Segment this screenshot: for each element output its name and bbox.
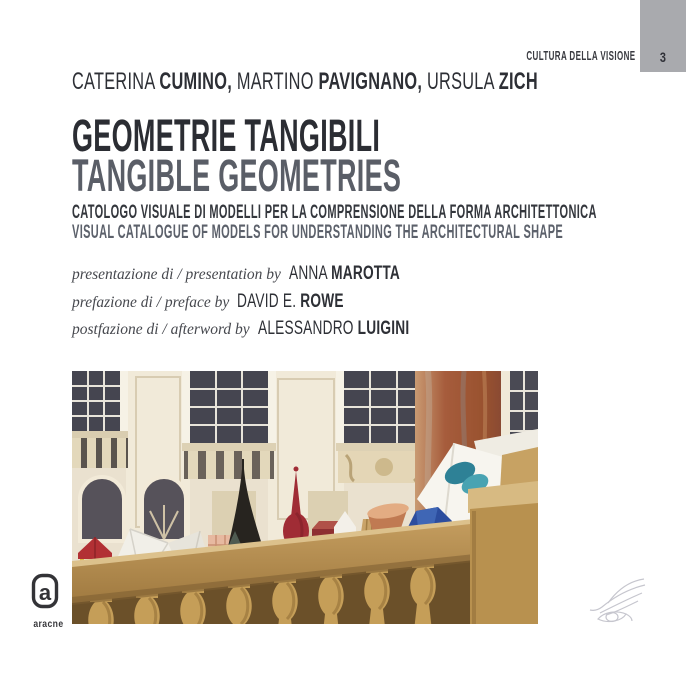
series-number: 3 [659,49,667,65]
author-first-name: MARTINO [236,68,319,95]
credit-name-last: LUIGINI [357,318,410,339]
credit-name-first: ALESSANDRO [257,318,358,339]
title-english: TANGIBLE GEOMETRIES [72,150,402,201]
credit-name-first: DAVID E. [237,291,301,312]
credit-presentation [72,263,443,285]
author-last-name: CUMINO, [159,68,237,95]
eye-swirl-logo [588,577,646,629]
eye-swirl-icon [588,577,646,629]
cover-photo-art [72,371,538,624]
credit-afterword [72,318,468,340]
title-italian: GEOMETRIE TANGIBILI [72,110,381,161]
author-last-name: ZICH [498,68,538,95]
publisher-name: aracne [33,618,64,630]
svg-text:a: a [38,580,52,605]
authors-line [72,68,700,96]
aracne-logo-icon [31,573,59,611]
credit-name-last: MAROTTA [331,263,400,284]
series-title: CULTURA DELLA VISIONE [525,49,635,63]
author-first-name: URSULA [426,68,499,95]
author-last-name: PAVIGNANO, [318,68,427,95]
cover-photo [72,371,538,624]
credit-label: postfazione di / afterword by [72,321,250,338]
series-number-box [640,0,686,72]
subtitle-italian: CATOLOGO VISUALE DI MODELLI PER LA COMPRENSIONE DELLA FORMA ARCHITETTONICA [72,201,597,223]
window-left [72,371,128,468]
credit-name-first: ANNA [288,263,332,284]
credit-preface [72,291,385,313]
subtitle-english: VISUAL CATALOGUE OF MODELS FOR UNDERSTANDING THE ARCHITECTURAL SHAPE [72,221,564,243]
publisher-logo [30,573,64,630]
window-centre [182,371,276,479]
credit-label: presentazione di / presentation by [72,266,281,283]
author-first-name: CATERINA [72,68,160,95]
credit-name-last: ROWE [300,291,344,312]
credit-label: prefazione di / preface by [72,294,230,311]
